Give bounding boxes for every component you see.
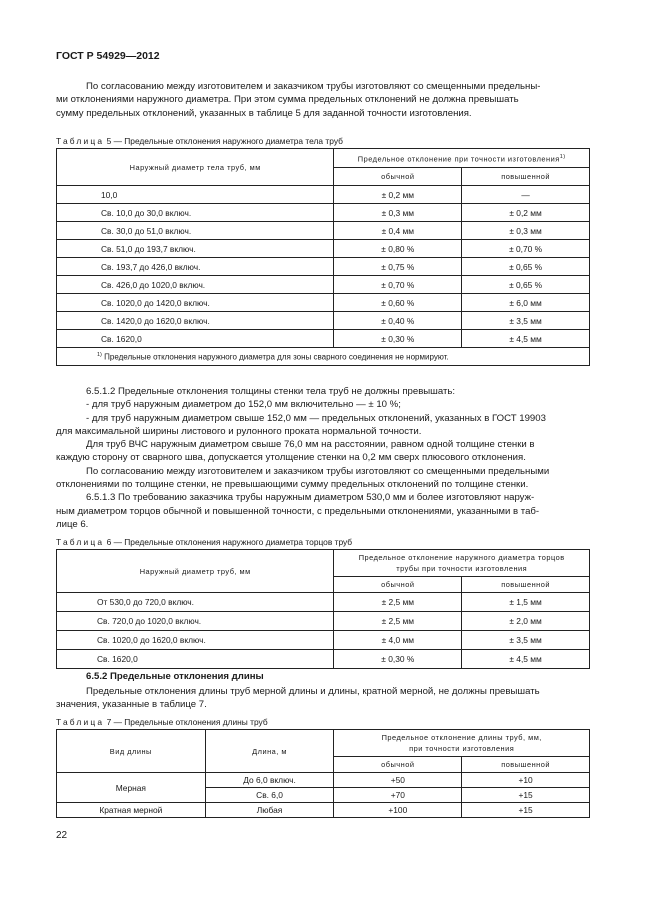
table7-cell: Св. 6,0 <box>205 788 334 803</box>
body-line: - для труб наружным диаметром свыше 152,0 мм — предельных отклонений, указанных в ГОСТ 19903 <box>86 412 546 424</box>
body-line: значения, указанные в таблице 7. <box>56 699 207 711</box>
table6-group-header-line2: трубы при точности изготовления <box>396 564 528 573</box>
table6-sub-header-ordinary: обычной <box>334 577 462 593</box>
table7-cell: +70 <box>334 788 462 803</box>
table6-cell: ± 3,5 мм <box>462 631 590 650</box>
body-line: Предельные отклонения длины труб мерной длины и длины, кратной мерной, не должны превышать <box>86 686 540 697</box>
table5-cell: Св. 30,0 до 51,0 включ. <box>57 222 334 240</box>
table5-cell: ± 0,40 % <box>334 312 462 330</box>
table5-cell: — <box>462 186 590 204</box>
table6-cell: Св. 1020,0 до 1620,0 включ. <box>57 631 334 650</box>
table5-cell: ± 0,2 мм <box>462 204 590 222</box>
body-line: По согласованию между изготовителем и заказчиком трубы изготовляют со смещенными предельными <box>86 465 550 477</box>
table6-cell: Св. 720,0 до 1020,0 включ. <box>57 612 334 631</box>
document-header: ГОСТ Р 54929—2012 <box>56 50 160 62</box>
table-row <box>57 650 590 669</box>
table-row <box>57 276 590 294</box>
table6-group-header <box>334 550 590 577</box>
table7-cell: +100 <box>334 803 462 818</box>
table6-caption-text: 6 — Предельные отклонения наружного диаметра торцов труб <box>106 537 353 547</box>
body-line: каждую сторону от сварного шва, допускается утолщение стенки на 0,2 мм сверх плюсового отклонения. <box>56 452 526 464</box>
section-652-title: 6.5.2 Предельные отклонения длины <box>86 671 264 682</box>
table6-cell: ± 1,5 мм <box>462 593 590 612</box>
table7-kind-measured: Мерная <box>57 773 206 803</box>
table-row <box>57 222 590 240</box>
body-line: отклонениями по толщине стенки, не превышающими сумму предельных отклонений по толщине стенки. <box>56 479 529 491</box>
table6-col1-header: Наружный диаметр труб, мм <box>57 550 334 593</box>
intro-line: сумму предельных отклонений, указанных в таблице 5 для заданной точности изготовления. <box>56 107 472 119</box>
table7-caption <box>56 717 268 727</box>
body-line: 6.5.1.3 По требованию заказчика трубы наружным диаметром 530,0 мм и более изготовляют наруж- <box>86 492 535 504</box>
table5-col1-header: Наружный диаметр тела труб, мм <box>57 149 334 186</box>
table5-cell: ± 0,65 % <box>462 258 590 276</box>
table-row <box>57 258 590 276</box>
table5-cell: ± 0,60 % <box>334 294 462 312</box>
table6-group-header-line1: Предельное отклонение наружного диаметра торцов <box>358 553 565 562</box>
table6-cell: ± 4,0 мм <box>334 631 462 650</box>
table-row <box>57 593 590 612</box>
table5-sub-header-ordinary: обычной <box>334 168 462 186</box>
body-line: Для труб ВЧС наружным диаметром свыше 76,0 мм на расстоянии, равном одной толщине стенки в <box>86 439 535 451</box>
table5-footnote-mark: 1) <box>97 351 102 358</box>
table5-cell: Св. 1420,0 до 1620,0 включ. <box>57 312 334 330</box>
table5-cell: ± 4,5 мм <box>462 330 590 348</box>
table5-caption-word: Таблица <box>56 136 105 146</box>
table5-cell: ± 0,4 мм <box>334 222 462 240</box>
intro-paragraph <box>56 80 590 120</box>
page-number: 22 <box>56 830 68 841</box>
table7-cell: Любая <box>205 803 334 818</box>
table5-cell: ± 0,70 % <box>462 240 590 258</box>
table5-cell: ± 0,75 % <box>334 258 462 276</box>
table7-group-header-line2: при точности изготовления <box>409 744 515 753</box>
table6-cell: ± 2,5 мм <box>334 593 462 612</box>
table5-sub-header-increased: повышенной <box>462 168 590 186</box>
body-line: ным диаметром торцов обычной и повышенной точности, с предельными отклонениями, указанными в таб- <box>56 505 540 517</box>
table-row <box>57 294 590 312</box>
table7-col2-header: Длина, м <box>205 730 334 773</box>
table5-footnote <box>57 348 590 366</box>
table7-col1-header: Вид длины <box>57 730 206 773</box>
table-row <box>57 240 590 258</box>
table5-cell: ± 0,30 % <box>334 330 462 348</box>
table5-cell: ± 0,65 % <box>462 276 590 294</box>
table-row <box>57 186 590 204</box>
table-row <box>57 803 590 818</box>
table5-caption <box>56 136 343 146</box>
table5-cell: ± 0,70 % <box>334 276 462 294</box>
table5-caption-text: 5 — Предельные отклонения наружного диаметра тела труб <box>106 136 343 146</box>
table-row <box>57 204 590 222</box>
table7-caption-word: Таблица <box>56 717 105 727</box>
table6-cell: От 530,0 до 720,0 включ. <box>57 593 334 612</box>
table6-cell: ± 0,30 % <box>334 650 462 669</box>
table5-cell: Св. 193,7 до 426,0 включ. <box>57 258 334 276</box>
table6-cell: ± 2,0 мм <box>462 612 590 631</box>
table5-cell: ± 6,0 мм <box>462 294 590 312</box>
table5-cell: ± 0,3 мм <box>462 222 590 240</box>
table7-group-header-line1: Предельное отклонение длины труб, мм, <box>381 733 542 742</box>
table5-group-sup: 1) <box>559 153 566 160</box>
table5-cell: 10,0 <box>57 186 334 204</box>
table6-caption-word: Таблица <box>56 537 105 547</box>
table5-cell: ± 0,2 мм <box>334 186 462 204</box>
table5-footnote-row <box>57 348 590 366</box>
table5-cell: ± 0,80 % <box>334 240 462 258</box>
table5-cell: Св. 10,0 до 30,0 включ. <box>57 204 334 222</box>
intro-line: По согласованию между изготовителем и заказчиком трубы изготовляют со смещенными предельны- <box>86 81 541 92</box>
table7-cell: До 6,0 включ. <box>205 773 334 788</box>
table5-footnote-text: Предельные отклонения наружного диаметра для зоны сварного соединения не нормируют. <box>104 352 449 362</box>
table-row <box>57 631 590 650</box>
table6-cell: ± 4,5 мм <box>462 650 590 669</box>
table6-sub-header-increased: повышенной <box>462 577 590 593</box>
table7-sub-header-ordinary: обычной <box>334 757 462 773</box>
body-line: лице 6. <box>56 518 89 530</box>
table7-group-header <box>334 730 590 757</box>
intro-line: ми отклонениями наружного диаметра. При этом сумма предельных отклонений не должна превышать <box>56 94 519 106</box>
table5-cell: Св. 1620,0 <box>57 330 334 348</box>
table7-kind-multiple: Кратная мерной <box>57 803 206 818</box>
section-652-text <box>56 685 590 712</box>
section-6512 <box>56 385 590 531</box>
table7-cell: +10 <box>462 773 590 788</box>
table5-group-header-text: Предельное отклонение при точности изготовления <box>357 154 560 164</box>
table-row <box>57 612 590 631</box>
table5-group-header <box>334 149 590 168</box>
table5 <box>56 148 590 366</box>
body-line: - для труб наружным диаметром до 152,0 мм включительно — ± 10 %; <box>86 399 401 411</box>
table7-sub-header-increased: повышенной <box>462 757 590 773</box>
table5-cell: Св. 51,0 до 193,7 включ. <box>57 240 334 258</box>
table6-cell: ± 2,5 мм <box>334 612 462 631</box>
table7-cell: +50 <box>334 773 462 788</box>
table5-cell: ± 3,5 мм <box>462 312 590 330</box>
table-row <box>57 330 590 348</box>
table6-caption <box>56 537 352 547</box>
table-row <box>57 773 590 788</box>
table5-cell: Св. 426,0 до 1020,0 включ. <box>57 276 334 294</box>
body-line: для максимальной ширины листового и рулонного проката нормальной точности. <box>56 425 422 437</box>
table7 <box>56 729 590 818</box>
body-line: 6.5.1.2 Предельные отклонения толщины стенки тела труб не должны превышать: <box>86 386 456 397</box>
table7-cell: +15 <box>462 788 590 803</box>
table7-caption-text: 7 — Предельные отклонения длины труб <box>106 717 268 727</box>
table5-cell: Св. 1020,0 до 1420,0 включ. <box>57 294 334 312</box>
table5-cell: ± 0,3 мм <box>334 204 462 222</box>
table6-cell: Св. 1620,0 <box>57 650 334 669</box>
table-row <box>57 312 590 330</box>
table6 <box>56 549 590 669</box>
table7-cell: +15 <box>462 803 590 818</box>
